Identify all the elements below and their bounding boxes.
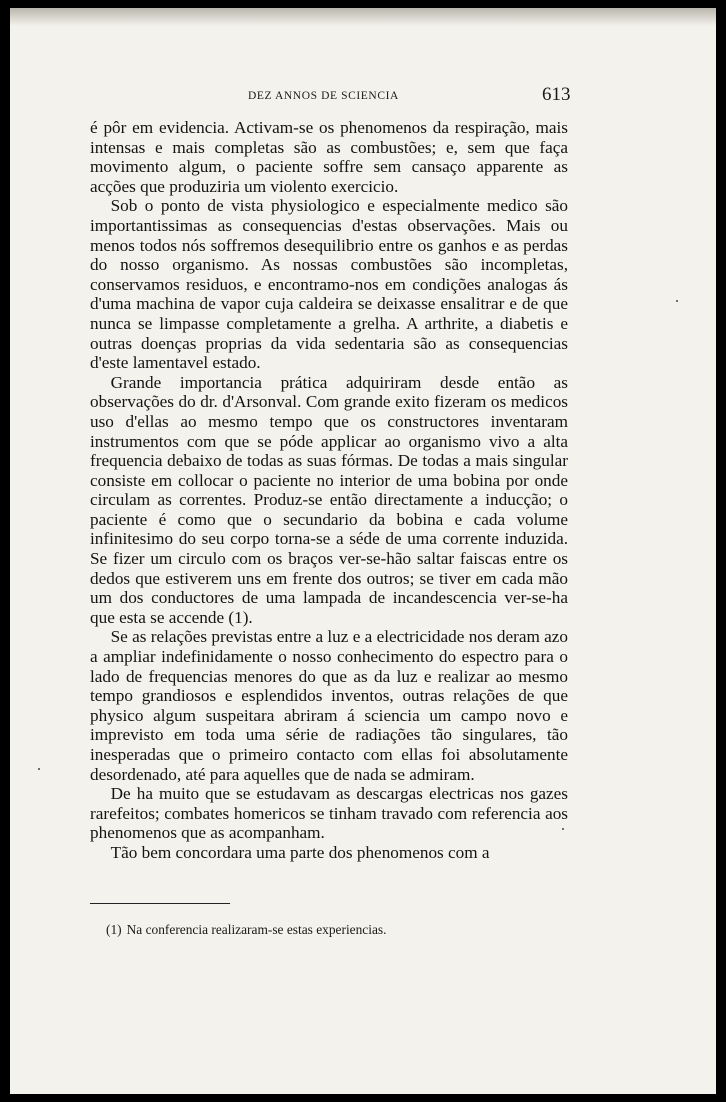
running-title: DEZ ANNOS DE SCIENCIA: [248, 90, 399, 102]
paragraph: Tão bem concordara uma parte dos phenomenos com a: [110, 842, 490, 862]
footnote: [106, 922, 386, 938]
running-head: [10, 86, 716, 110]
book-page: [10, 8, 716, 1094]
scan-speck: [676, 300, 678, 302]
footnote-marker: (1): [106, 922, 122, 937]
scan-speck: [562, 828, 564, 830]
paragraph: Grande importancia prática adquiriram desde então as observações do dr. d'Arsonval. Com grande exito fizeram os medicos uso d'ellas ao mesmo tempo que os constructores inventaram instrumentos com que se póde applicar ao organismo vivo a alta frequencia debaixo de todas as suas fórmas. De todas a mais singular consiste em collocar o paciente no interior de uma bobina por onde circulam as correntes. Produz-se então directamente a inducção; o paciente é como que o secundario da bobina e cada volume infinitesimo do seu corpo torna-se a séde de uma corrente induzida. Se fizer um circulo com os braços ver-se-hão saltar faiscas entre os dedos que estiverem uns em frente dos outros; se tiver em cada mão um dos conductores de uma lampada de incandescencia ver-se-ha que esta se accende (1).: [90, 372, 568, 627]
scan-speck: [38, 768, 40, 770]
body-text: [90, 118, 568, 863]
page-number: 613: [542, 84, 571, 105]
footnote-text: Na conferencia realizaram-se estas experiencias.: [126, 922, 387, 937]
paragraph: Se as relações previstas entre a luz e a electricidade nos deram azo a ampliar indefinidamente o nosso conhecimento do espectro para o lado de frequencias menores do que as da luz e realizar ao mesmo tempo grandiosos e esplendidos inventos, outras relações de que physico algum suspeitara abriram á sciencia um campo novo e imprevisto em toda uma série de radiações tão singulares, tão inesperadas que o primeiro contacto com ellas foi absolutamente desordenado, até para aquelles que de nada se admiram.: [90, 627, 568, 784]
footnote-rule: [90, 903, 230, 904]
paragraph: Sob o ponto de vista physiologico e especialmente medico são importantissimas as consequencias d'estas observações. Mais ou menos todos nós soffremos desequilibrio entre os ganhos e as perdas do nosso organismo. As nossas combustões são incompletas, conservamos residuos, e encontramo-nos em condições analogas ás d'uma machina de vapor cuja caldeira se deixasse ensalitrar e de que nunca se limpasse completamente a grelha. A arthrite, a diabetis e outras doenças proprias da vida sedentaria são as consequencias d'este lamentavel estado.: [90, 196, 568, 373]
paragraph-continuation: é pôr em evidencia. Activam-se os phenomenos da respiração, mais intensas e mais completas são as combustões; e, sem que faça movimento algum, o paciente soffre sem cansaço apparente as acções que produziria um violento exercicio.: [90, 118, 568, 196]
paragraph: De ha muito que se estudavam as descargas electricas nos gazes rarefeitos; combates homericos se tinham travado com referencia aos phenomenos que as acompanham.: [90, 784, 568, 843]
